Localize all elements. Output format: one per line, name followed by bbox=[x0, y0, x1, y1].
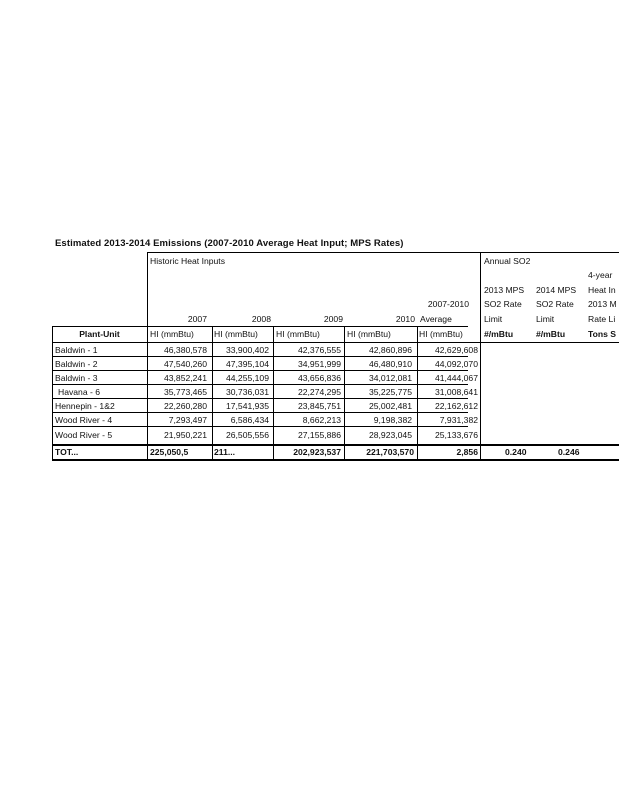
col-hi-2008: HI (mmBtu) bbox=[214, 329, 258, 339]
hi-2010-cell: 28,923,045 bbox=[368, 430, 412, 440]
hi-2008-cell: 30,736,031 bbox=[225, 387, 269, 397]
col-hi-2007: HI (mmBtu) bbox=[150, 329, 194, 339]
annual-so2-label: Annual SO2 bbox=[484, 256, 531, 266]
hi-2010-cell: 46,480,910 bbox=[368, 359, 412, 369]
grid-line bbox=[52, 459, 619, 461]
plant-unit-cell: Havana - 6 bbox=[58, 387, 101, 397]
hi-2010-cell: 9,198,382 bbox=[373, 415, 412, 425]
hi-avg-cell: 7,931,382 bbox=[439, 415, 478, 425]
hi-2009-cell: 43,656,836 bbox=[297, 373, 341, 383]
plant-unit-cell: Hennepin - 1&2 bbox=[55, 401, 115, 411]
document-title: Estimated 2013-2014 Emissions (2007-2010 Average Heat Input; MPS Rates) bbox=[55, 238, 404, 249]
plant-unit-cell: Wood River - 4 bbox=[55, 415, 113, 425]
total-2010: 221,703,570 bbox=[366, 447, 414, 457]
col-hi-avg: HI (mmBtu) bbox=[419, 329, 463, 339]
hi-2009-cell: 42,376,555 bbox=[297, 345, 341, 355]
hi-avg-cell: 25,133,676 bbox=[434, 430, 478, 440]
col-hi-2010: HI (mmBtu) bbox=[347, 329, 391, 339]
hi-avg-cell: 31,008,641 bbox=[434, 387, 478, 397]
plant-unit-cell: Baldwin - 3 bbox=[55, 373, 98, 383]
total-label: TOT... bbox=[55, 447, 79, 457]
hi-2007-cell: 22,260,280 bbox=[163, 401, 207, 411]
rate-limit-label: Rate Li bbox=[588, 314, 616, 324]
hi-2007-cell: 35,773,465 bbox=[163, 387, 207, 397]
hi-2008-cell: 47,395,104 bbox=[225, 359, 269, 369]
mps-2013-rate-label: SO2 Rate bbox=[484, 299, 522, 309]
hi-2007-cell: 47,540,260 bbox=[163, 359, 207, 369]
limit-2013-label: Limit bbox=[484, 314, 503, 324]
hi-2009-cell: 23,845,751 bbox=[297, 401, 341, 411]
col-rate-2014: #/mBtu bbox=[536, 329, 566, 339]
year-2007-label: 2007 bbox=[187, 314, 207, 324]
total-rate-2014: 0.246 bbox=[558, 447, 580, 457]
hi-2010-cell: 42,860,896 bbox=[368, 345, 412, 355]
hi-2009-cell: 8,662,213 bbox=[302, 415, 341, 425]
total-avg: 2,856 bbox=[456, 447, 478, 457]
hi-2010-cell: 35,225,775 bbox=[368, 387, 412, 397]
heat-input-label: Heat In bbox=[588, 285, 616, 295]
avg-header-line2: Average bbox=[420, 314, 452, 324]
year-2010-label: 2010 bbox=[395, 314, 415, 324]
mps-2013-label: 2013 MPS bbox=[484, 285, 525, 295]
four-year-label: 4-year bbox=[588, 270, 613, 280]
hi-2010-cell: 34,012,081 bbox=[368, 373, 412, 383]
hi-2008-cell: 26,505,556 bbox=[225, 430, 269, 440]
hi-2008-cell: 17,541,935 bbox=[225, 401, 269, 411]
col-rate-2013: #/mBtu bbox=[484, 329, 514, 339]
grid-line bbox=[480, 252, 481, 460]
total-rate-2013: 0.240 bbox=[505, 447, 527, 457]
hi-2010-cell: 25,002,481 bbox=[368, 401, 412, 411]
year-2008-label: 2008 bbox=[251, 314, 271, 324]
col-tons: Tons S bbox=[588, 329, 617, 339]
hi-avg-cell: 44,092,070 bbox=[434, 359, 478, 369]
col-plant-unit: Plant-Unit bbox=[79, 329, 120, 339]
col-hi-2009: HI (mmBtu) bbox=[276, 329, 320, 339]
hi-2008-cell: 44,255,109 bbox=[225, 373, 269, 383]
year-2009-label: 2009 bbox=[323, 314, 343, 324]
plant-unit-cell: Wood River - 5 bbox=[55, 430, 113, 440]
historic-heat-inputs-label: Historic Heat Inputs bbox=[150, 256, 225, 266]
hi-2009-cell: 34,951,999 bbox=[297, 359, 341, 369]
plant-unit-cell: Baldwin - 2 bbox=[55, 359, 98, 369]
plant-unit-cell: Baldwin - 1 bbox=[55, 345, 98, 355]
hi-2007-cell: 7,293,497 bbox=[168, 415, 207, 425]
mps-2013-short-label: 2013 M bbox=[588, 299, 617, 309]
limit-2014-label: Limit bbox=[536, 314, 555, 324]
hi-2009-cell: 27,155,886 bbox=[297, 430, 341, 440]
avg-header-line1: 2007-2010 bbox=[427, 299, 469, 309]
total-2008: 211... bbox=[214, 447, 236, 457]
hi-2009-cell: 22,274,295 bbox=[297, 387, 341, 397]
hi-2008-cell: 6,586,434 bbox=[230, 415, 269, 425]
grid-line bbox=[147, 252, 619, 253]
hi-2007-cell: 43,852,241 bbox=[163, 373, 207, 383]
total-2009: 202,923,537 bbox=[293, 447, 341, 457]
grid-line bbox=[52, 326, 53, 460]
mps-2014-label: 2014 MPS bbox=[536, 285, 577, 295]
hi-avg-cell: 22,162,612 bbox=[434, 401, 478, 411]
hi-2007-cell: 21,950,221 bbox=[163, 430, 207, 440]
hi-avg-cell: 42,629,608 bbox=[434, 345, 478, 355]
total-2007: 225,050,5 bbox=[150, 447, 189, 457]
hi-2008-cell: 33,900,402 bbox=[225, 345, 269, 355]
hi-2007-cell: 46,380,578 bbox=[163, 345, 207, 355]
mps-2014-rate-label: SO2 Rate bbox=[536, 299, 574, 309]
hi-avg-cell: 41,444,067 bbox=[434, 373, 478, 383]
